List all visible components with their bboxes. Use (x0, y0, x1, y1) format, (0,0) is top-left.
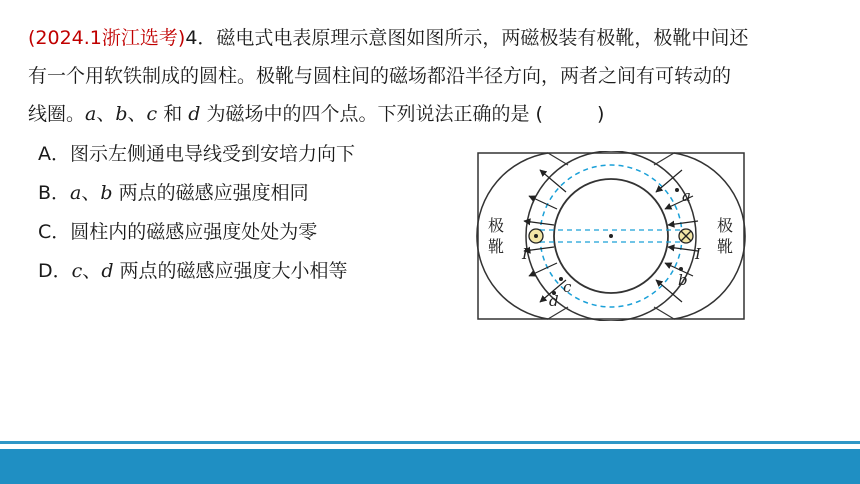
question-line-1 (28, 26, 748, 50)
question-stem-middle: 有一个用软铁制成的圆柱。极靴与圆柱间的磁场都沿半径方向，两者之间有可转动的 (28, 65, 732, 87)
option-b-point-2: b (100, 182, 113, 204)
point-d-text: d (188, 103, 201, 125)
separator: 、 (96, 103, 116, 125)
option-a-text: 图示左侧通电导线受到安培力向下 (70, 143, 356, 165)
label-c: c (563, 278, 572, 296)
option-d-prefix: D． (38, 260, 72, 282)
point-c-text: c (146, 103, 158, 125)
pole-right-char-1: 极 (717, 216, 734, 235)
pole-left-char-1: 极 (488, 216, 505, 235)
label-d: d (549, 292, 559, 310)
question-line-3 (28, 102, 604, 126)
option-d-text: 两点的磁感应强度大小相等 (113, 260, 348, 282)
separator: 、 (82, 260, 102, 282)
word-and: 和 (157, 103, 189, 125)
separator: 、 (81, 182, 101, 204)
wire-dot-icon (534, 234, 538, 238)
option-d-point-2: d (101, 260, 114, 282)
option-b[interactable] (38, 181, 309, 205)
footer-bar (0, 449, 860, 484)
point-b-text: b (115, 103, 128, 125)
option-c[interactable] (38, 220, 317, 244)
option-d[interactable] (38, 259, 348, 283)
option-a-prefix: A． (38, 143, 70, 165)
option-a[interactable] (38, 142, 355, 166)
pole-left-char-2: 靴 (488, 237, 505, 256)
question-line-2 (28, 64, 731, 88)
option-b-point-1: a (70, 182, 82, 204)
galvanometer-diagram (476, 151, 746, 321)
label-b: b (678, 271, 688, 289)
point-a (675, 188, 679, 192)
option-c-text: 圆柱内的磁感应强度处处为零 (70, 221, 318, 243)
option-c-prefix: C． (38, 221, 71, 243)
core-center-dot (609, 234, 613, 238)
question-source: (2024.1浙江选考) (28, 27, 186, 49)
pole-right-char-2: 靴 (717, 237, 734, 256)
label-current-right: I (695, 245, 701, 263)
question-stem-end-post: 为磁场中的四个点。下列说法正确的是 ( (200, 103, 543, 125)
option-d-point-1: c (71, 260, 83, 282)
question-stem-start: 4．磁电式电表原理示意图如图所示，两磁极装有极靴，极靴中间还 (185, 27, 749, 49)
option-b-prefix: B． (38, 182, 71, 204)
footer-accent-line (0, 441, 860, 444)
option-b-text: 两点的磁感应强度相同 (112, 182, 309, 204)
label-a: a (682, 187, 691, 205)
question-stem-end-pre: 线圈。 (28, 103, 86, 125)
answer-close-paren: ) (596, 103, 605, 125)
point-a-text: a (85, 103, 97, 125)
separator: 、 (127, 103, 147, 125)
label-current-left: I (522, 245, 528, 263)
